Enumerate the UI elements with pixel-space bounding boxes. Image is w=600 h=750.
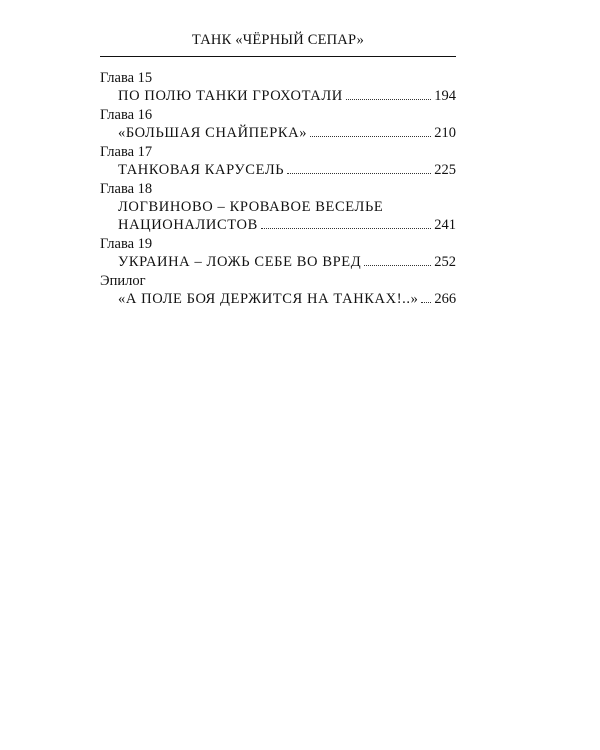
toc-entry-line[interactable] [100,216,456,234]
toc-entry [100,272,456,308]
chapter-label: Глава 18 [100,181,153,197]
toc-entry [100,143,456,179]
toc-entry-line[interactable] [100,161,456,179]
chapter-title: НАЦИОНАЛИСТОВ [118,217,258,233]
toc-entry [100,180,456,234]
toc-entry [100,106,456,142]
dot-leader [310,135,431,137]
page-number: 266 [434,291,457,307]
toc-entry-line[interactable] [100,253,456,271]
chapter-label: Глава 15 [100,70,153,86]
dot-leader [421,301,431,303]
book-page [100,16,456,309]
toc-entry-line[interactable] [100,87,456,105]
chapter-label: Глава 17 [100,144,153,160]
page-number: 210 [434,125,456,141]
toc-entry-line[interactable] [100,124,456,142]
chapter-label: Эпилог [100,273,146,289]
dot-leader [261,227,431,229]
toc-entry-line[interactable] [100,290,456,308]
page-number: 194 [434,88,456,104]
page-number: 252 [434,254,456,270]
dot-leader [287,172,431,174]
page-number: 241 [434,217,456,233]
chapter-title: ТАНКОВАЯ КАРУСЕЛЬ [118,162,285,178]
toc-entry [100,235,456,271]
table-of-contents [100,69,456,308]
page-number: 225 [434,162,456,178]
chapter-title: ПО ПОЛЮ ТАНКИ ГРОХОТАЛИ [118,88,343,104]
chapter-label: Глава 16 [100,107,153,123]
running-head: ТАНК «ЧЁРНЫЙ СЕПАР» [100,16,456,57]
chapter-title-line[interactable]: ЛОГВИНОВО – КРОВАВОЕ ВЕСЕЛЬЕ [118,199,384,215]
dot-leader [364,264,431,266]
toc-entry [100,69,456,105]
chapter-title: УКРАИНА – ЛОЖЬ СЕБЕ ВО ВРЕД [118,254,362,270]
chapter-label: Глава 19 [100,236,153,252]
dot-leader [346,98,431,100]
chapter-title: «А ПОЛЕ БОЯ ДЕРЖИТСЯ НА ТАНКАХ!..» [118,291,419,307]
chapter-title: «БОЛЬШАЯ СНАЙПЕРКА» [118,125,308,141]
